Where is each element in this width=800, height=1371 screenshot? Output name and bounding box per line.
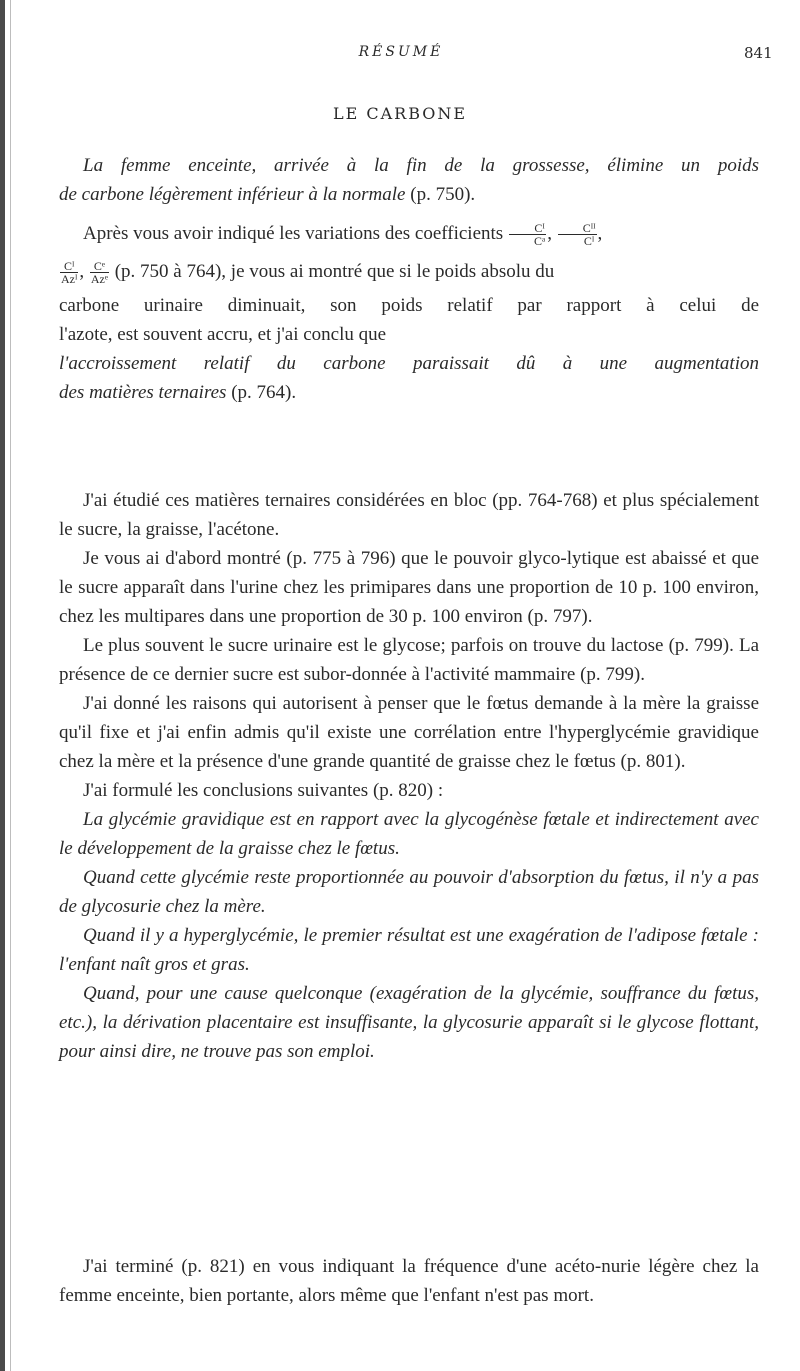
intro-page-ref: (p. 750). — [405, 184, 476, 205]
paragraph-glycolytic: Je vous ai d'abord montré (p. 775 à 796) que le pouvoir glyco-lytique est abaissé et que le sucre apparaît dans l'urine chez les primipares dans une proportion de 10 p. 100 environ, chez les multipares dans une proportion de 30 p. 100 environ (p. 797). — [59, 548, 759, 627]
conclusion-3: Quand il y a hyperglycémie, le premier résultat est une exagération de l'adipose fœtale : l'enfant naît gros et gras. — [59, 925, 759, 975]
coefficients-line-6 — [59, 378, 759, 407]
coefficients-line-4: l'azote, est souvent accru, et j'ai conclu que — [59, 324, 387, 345]
intro-line-1: La femme enceinte, arrivée à la fin de la grossesse, élimine un poids — [83, 155, 759, 176]
intro-paragraph — [59, 151, 759, 209]
coefficients-line-2: $\frac{\text{Cᴵ}}{\text{Azᴵ}}$ , $\frac{\text{Cᵉ}}{\text{Azᵉ}}$ (p. 750 à 764), je vous ai montré que si le poids absolu du — [61, 259, 555, 287]
acetonuria-paragraph — [59, 1252, 759, 1310]
fraction-ce-aze: $\frac{\text{Cᵉ}}{\text{Azᵉ}}$ — [90, 259, 108, 287]
paragraph-fat-correlation: J'ai donné les raisons qui autorisent à penser que le fœtus demande à la mère la graisse qu'il fixe et j'ai enfin admis qu'il existe une corrélation entre l'hyperglycémie gravidique chez la mère et la présence d'une grande quantité de graisse chez le fœtus (p. 801). — [59, 693, 759, 772]
paragraph-conclusions-intro: J'ai formulé les conclusions suivantes (p. 820) : — [83, 780, 444, 801]
running-head: RÉSUMÉ — [358, 44, 444, 60]
intro-line-2 — [59, 180, 759, 209]
page-number: 841 — [744, 44, 773, 62]
coefficients-line-2-text: (p. 750 à 764), je vous ai montré que si le poids absolu du — [114, 261, 555, 282]
paragraph-urinary-sugar: Le plus souvent le sucre urinaire est le glycose; parfois on trouve du lactose (p. 799). La présence de ce dernier sucre est subor-donnée à l'activité mammaire (p. 799). — [59, 635, 759, 685]
conclusion-4: Quand, pour une cause quelconque (exagération de la glycémie, souffrance du fœtus, etc.), la dérivation placentaire est insuffisante, la glycosurie apparaît si le glycose flottant, pour ainsi dire, ne trouve pas son emploi. — [59, 983, 759, 1062]
conclusion-2: Quand cette glycémie reste proportionnée au pouvoir d'absorption du fœtus, il n'y a pas de glycosurie chez la mère. — [59, 867, 759, 917]
paragraph-acetonuria: J'ai terminé (p. 821) en vous indiquant la fréquence d'une acéto-nurie légère chez la femme enceinte, bien portante, alors même que l'enfant n'est pas mort. — [59, 1256, 759, 1306]
section-title: LE CARBONE — [332, 104, 468, 123]
coefficients-line-1: Après vous avoir indiqué les variations des coefficients $\frac{\text{Cᴵ}}{\text{Cᵃ}}$ , $\frac{\text{Cᴵᴵ}}{\text{Cᴵ}}$ , — [83, 221, 603, 249]
fraction-c1-ca: $\frac{\text{Cᴵ}}{\text{Cᵃ}}$ — [509, 222, 546, 247]
coefficients-line-6-text: des matières ternaires — [59, 382, 227, 403]
fraction-c2-c1: $\frac{\text{Cᴵᴵ}}{\text{Cᴵ}}$ — [558, 222, 597, 247]
coefficients-line-5: l'accroissement relatif du carbone paraissait dû à une augmentation — [59, 353, 759, 374]
fraction-c1-az1: $\frac{\text{Cᴵ}}{\text{Azᴵ}}$ — [61, 259, 78, 287]
intro-line-2-text: de carbone légèrement inférieur à la normale — [59, 184, 406, 205]
coefficients-line-1-text: Après vous avoir indiqué les variations des coefficients — [83, 223, 508, 244]
coefficients-page-ref: (p. 764). — [226, 382, 297, 403]
coefficients-line-3: carbone urinaire diminuait, son poids relatif par rapport à celui de — [59, 295, 759, 316]
coefficients-paragraph — [59, 215, 759, 407]
ternary-section — [59, 486, 759, 1066]
conclusion-1: La glycémie gravidique est en rapport avec la glycogénèse fœtale et indirectement avec le développement de la graisse chez le fœtus. — [59, 809, 759, 859]
paragraph-ternary-study: J'ai étudié ces matières ternaires considérées en bloc (pp. 764-768) et plus spécialement le sucre, la graisse, l'acétone. — [59, 490, 759, 540]
